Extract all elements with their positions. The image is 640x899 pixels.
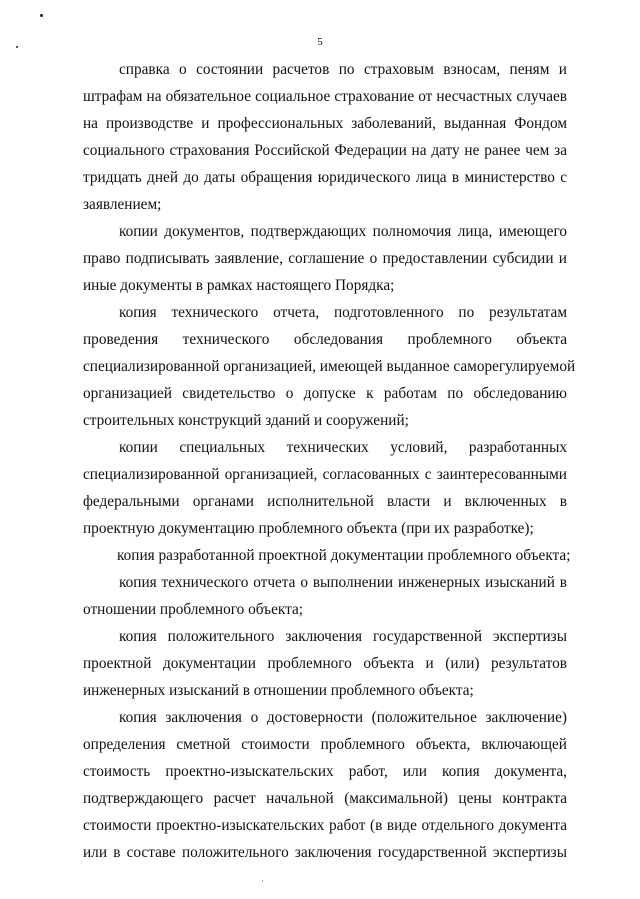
scan-speck <box>40 14 43 17</box>
text-line: копия заключения о достоверности (положительное заключение) <box>119 709 567 726</box>
scan-speck <box>262 880 263 882</box>
text-line: стоимость проектно-изыскательских работ, или копия документа, <box>83 763 567 780</box>
text-line: иные документы в рамках настоящего Порядка; <box>83 277 395 294</box>
text-line: право подписывать заявление, соглашение о предоставлении субсидии и <box>83 250 567 267</box>
text-line: копии специальных технических условий, разработанных <box>119 439 567 456</box>
text-line: тридцать дней до даты обращения юридического лица в министерство с <box>83 169 567 186</box>
text-line: федеральными органами исполнительной власти и включенных в <box>83 493 567 510</box>
text-line: подтверждающего расчет начальной (максимальной) цены контракта <box>83 790 567 807</box>
text-line: специализированной организацией, имеющей выданное саморегулируемой <box>83 358 576 375</box>
text-line: на производстве и профессиональных заболеваний, выданная Фондом <box>83 115 567 132</box>
document-body <box>83 56 576 866</box>
text-line: заявлением; <box>83 196 162 213</box>
text-line: стоимости проектно-изыскательских работ (в виде отдельного документа <box>83 817 567 834</box>
text-line: проектной документации проблемного объекта и (или) результатов <box>83 655 567 672</box>
text-line: организацией свидетельство о допуске к работам по обследованию <box>83 385 567 402</box>
text-line: строительных конструкций зданий и сооружений; <box>83 412 409 429</box>
text-line: отношении проблемного объекта; <box>83 601 303 618</box>
text-line: копия технического отчета о выполнении инженерных изысканий в <box>119 574 567 591</box>
text-line: социального страхования Российской Федерации на дату не ранее чем за <box>83 142 567 159</box>
text-line: проведения технического обследования проблемного объекта <box>83 331 567 348</box>
text-line: штрафам на обязательное социальное страхование от несчастных случаев <box>83 88 567 105</box>
text-line: специализированной организацией, согласованных с заинтересованными <box>83 466 567 483</box>
text-line: или в составе положительного заключения государственной экспертизы <box>83 844 567 861</box>
scan-speck <box>16 46 18 48</box>
text-line: копия разработанной проектной документации проблемного объекта; <box>117 547 571 564</box>
text-line: определения сметной стоимости проблемного объекта, включающей <box>83 736 567 753</box>
text-line: копия положительного заключения государственной экспертизы <box>119 628 567 645</box>
text-line: инженерных изысканий в отношении проблемного объекта; <box>83 682 474 699</box>
text-line: копии документов, подтверждающих полномочия лица, имеющего <box>119 223 567 240</box>
text-line: проектную документацию проблемного объекта (при их разработке); <box>83 520 534 537</box>
text-line: копия технического отчета, подготовленного по результатам <box>119 304 567 321</box>
page-number: 5 <box>317 36 323 48</box>
text-line: справка о состоянии расчетов по страховым взносам, пеням и <box>119 61 567 78</box>
